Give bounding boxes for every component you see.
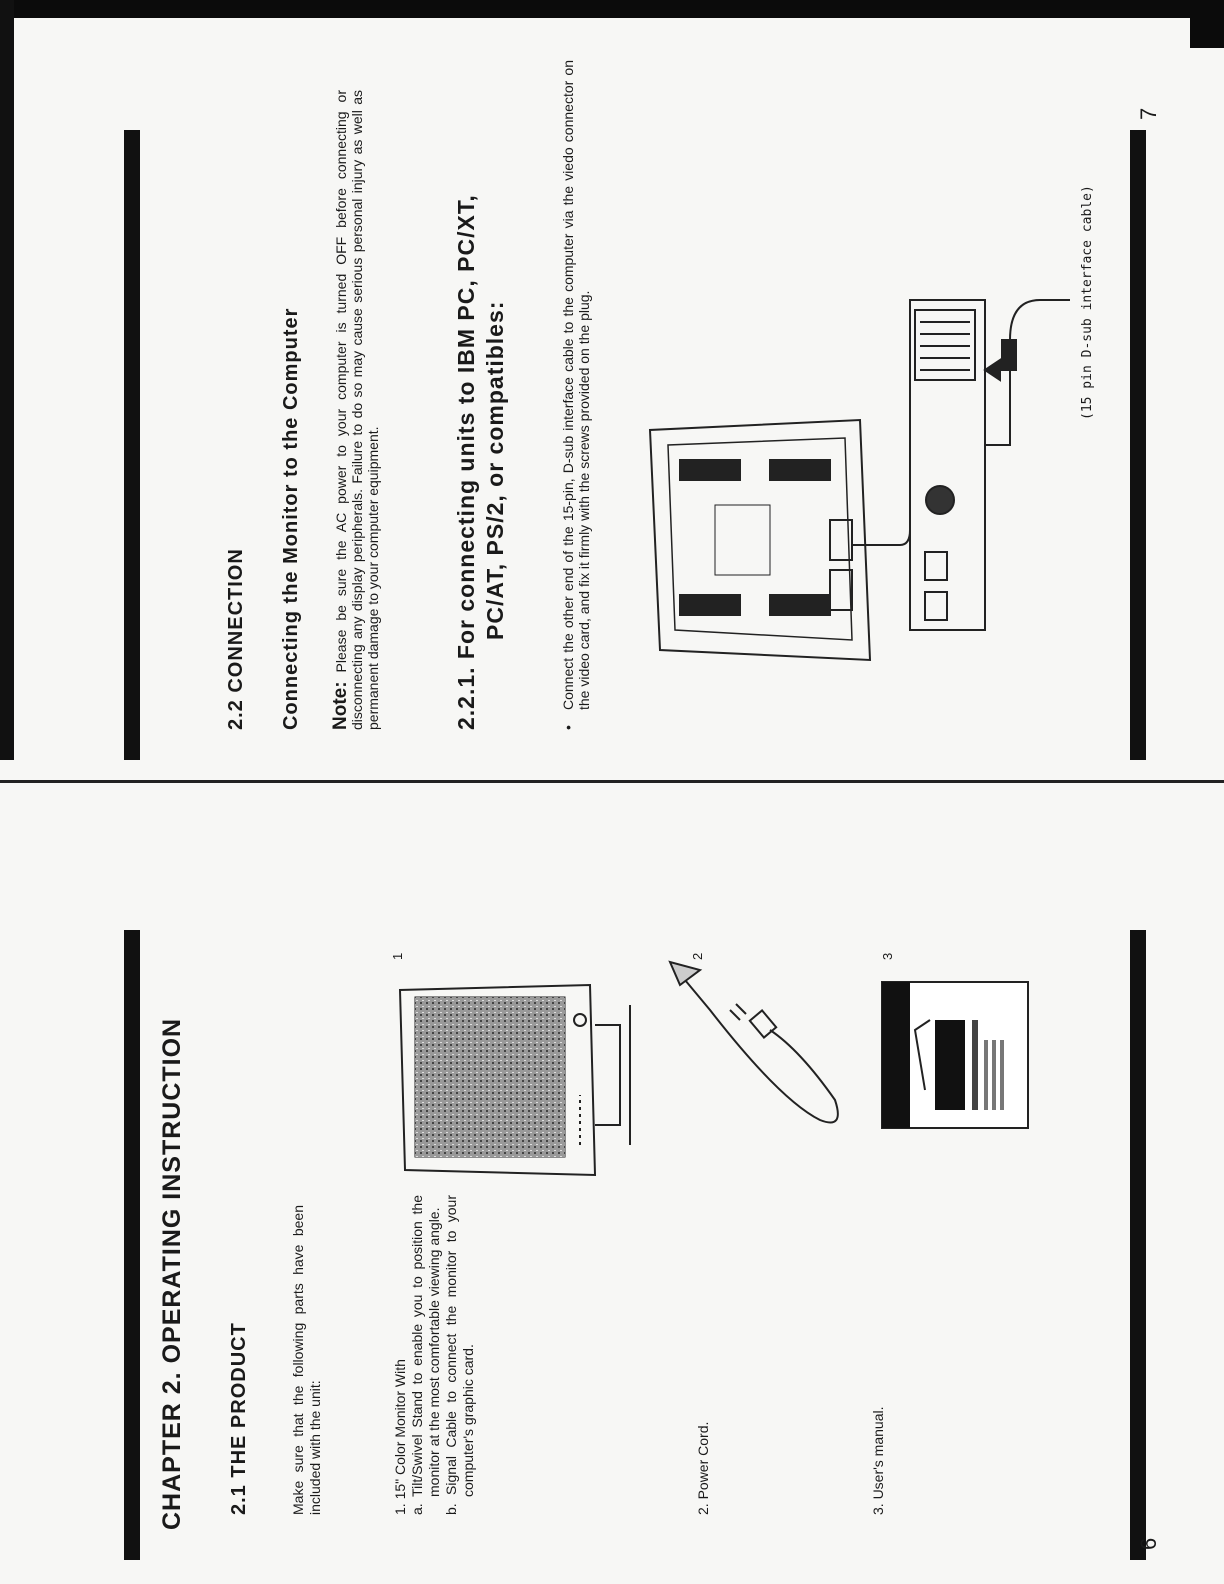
- monitor-connection-illustration: [640, 250, 1080, 670]
- note-paragraph: [330, 90, 381, 730]
- footer-rule: [1130, 130, 1146, 760]
- power-cord-illustration: [660, 960, 860, 1160]
- note-label: Note:: [330, 681, 351, 730]
- footer-rule: [1130, 930, 1146, 1560]
- item-1: [392, 1195, 477, 1515]
- figure-1-number: 1: [390, 952, 405, 960]
- page-7: [0, 20, 1224, 760]
- users-manual-illustration: [880, 980, 1030, 1130]
- connection-heading: Connecting the Monitor to the Computer: [280, 307, 302, 730]
- item-2: 2. Power Cord.: [695, 1421, 711, 1515]
- cable-caption: (15 pin D-sub interface cable): [1080, 185, 1095, 420]
- item-1-a: a. Tilt/Swivel Stand to enable you to position the monitor at the most comfortable viewing angle.: [409, 1195, 442, 1515]
- monitor-front-illustration: [395, 960, 635, 1185]
- page-divider: [0, 780, 1224, 783]
- chapter-title: CHAPTER 2. OPERATING INSTRUCTION: [158, 1017, 186, 1530]
- note-text: Please be sure the AC power to your computer is turned OFF before connecting or disconnecting any display peripherals. Failure to do so may cause serious personal injury as well as permanent damage to your computer equipment.: [333, 90, 381, 730]
- figure-3-number: 3: [880, 952, 895, 960]
- item-1-title: 1. 15" Color Monitor With: [392, 1359, 408, 1515]
- bullet-connect: • Connect the other end of the 15-pin, D-sub interface cable to the computer via the viedo connector on the video card, and fix it firmly with the screws provided on the plug.: [560, 60, 592, 730]
- item-1-b: b. Signal Cable to connect the monitor to your computer's graphic card.: [443, 1195, 476, 1515]
- subsection-title: [452, 70, 510, 730]
- subsection-line-2: PC/AT, PS/2, or compatibles:: [482, 300, 508, 640]
- item-3: 3. User's manual.: [870, 1406, 886, 1515]
- figure-2-number: 2: [690, 952, 705, 960]
- monitor-back-illustration: [650, 400, 910, 660]
- section-title: 2.2 CONNECTION: [225, 548, 247, 730]
- page-number: 6: [1136, 1537, 1161, 1550]
- header-rule: [124, 130, 140, 760]
- subsection-line-1: 2.2.1. For connecting units to IBM PC, PC/XT,: [453, 194, 479, 730]
- page-6: [0, 820, 1224, 1560]
- page-number: 7: [1136, 107, 1161, 120]
- section-title: 2.1 THE PRODUCT: [228, 1322, 250, 1515]
- scan-edge-top: [0, 0, 1224, 18]
- intro-paragraph: Make sure that the following parts have been included with the unit:: [290, 1205, 323, 1515]
- header-rule: [124, 930, 140, 1560]
- computer-back-illustration: [910, 300, 1070, 630]
